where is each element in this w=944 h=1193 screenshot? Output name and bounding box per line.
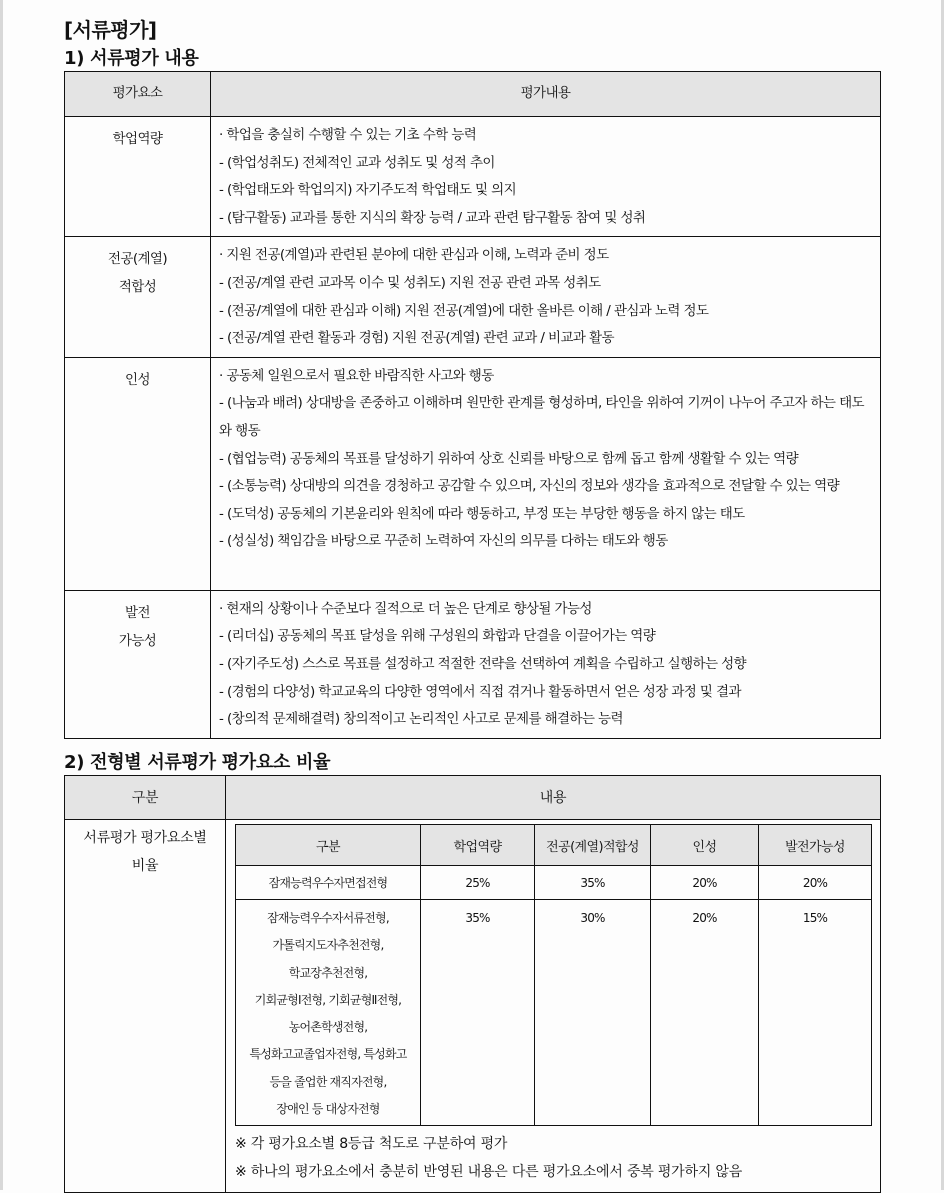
section-title-evaluation-content: 1) 서류평가 내용 — [64, 48, 199, 69]
table-row-character — [65, 357, 881, 590]
inner-header-academic: 학업역량 — [421, 825, 535, 866]
content-line: - (전공/계열 관련 교과목 이수 및 성취도) 지원 전공 관련 과목 성취도 — [219, 274, 601, 291]
ratio-label: 서류평가 평가요소별 — [83, 830, 207, 846]
table-header-row — [65, 72, 881, 117]
ratio-content-cell — [226, 820, 881, 1193]
pct-academic: 35% — [421, 900, 535, 1126]
inner-header-major-fit: 전공(계열)적합성 — [535, 825, 651, 866]
admission-type-line: 가톨릭지도자추천전형, — [272, 938, 384, 953]
admission-type-cell: 잠재능력우수자면접전형 — [236, 866, 421, 900]
pct-major-fit: 30% — [535, 900, 651, 1126]
header-category: 구분 — [65, 776, 226, 820]
inner-header-row — [236, 825, 872, 866]
pct-potential: 15% — [759, 900, 872, 1126]
inner-header-category: 구분 — [236, 825, 421, 866]
element-label: 적합성 — [118, 279, 157, 296]
admission-type-line: 등을 졸업한 재직자전형, — [269, 1074, 387, 1089]
element-cell — [65, 357, 211, 590]
content-line: · 공동체 일원으로서 필요한 바람직한 사고와 행동 — [219, 367, 494, 384]
admission-type-line: 기회균형Ⅰ전형, 기회균형Ⅱ전형, — [254, 992, 402, 1007]
ratio-label: 비율 — [131, 858, 159, 874]
pct-potential: 20% — [759, 866, 872, 900]
inner-row-document — [236, 900, 872, 1126]
element-label: 전공(계열) — [107, 251, 168, 268]
admission-type-line: 특성화고교졸업자전형, 특성화고 — [249, 1047, 407, 1062]
content-cell — [211, 357, 881, 590]
ratio-label-cell — [65, 820, 226, 1193]
inner-row-interview — [236, 866, 872, 900]
content-line: - (경험의 다양성) 학교교육의 다양한 영역에서 직접 겪거나 활동하면서 얻은 성장 과정 및 결과 — [219, 683, 741, 700]
page-frame-left — [0, 0, 3, 1190]
table-row-major-fit — [65, 237, 881, 357]
content-line: - (나눔과 배려) 상대방을 존중하고 이해하며 원만한 관계를 형성하며, 타인을 위하여 기꺼이 나누어 주고자 하는 태도와 행동 — [219, 395, 864, 439]
notes — [235, 1130, 871, 1186]
admission-type-cell — [236, 900, 421, 1126]
content-cell — [211, 237, 881, 357]
admission-type-line: 농어촌학생전형, — [288, 1020, 368, 1035]
pct-character: 20% — [651, 900, 759, 1126]
content-line: · 현재의 상황이나 수준보다 질적으로 더 높은 단계로 향상될 가능성 — [219, 600, 592, 617]
inner-header-potential: 발전가능성 — [759, 825, 872, 866]
pct-character: 20% — [651, 866, 759, 900]
header-content: 내용 — [226, 776, 881, 820]
content-line: - (리더십) 공동체의 목표 달성을 위해 구성원의 화합과 단결을 이끌어가는 역량 — [219, 628, 656, 645]
content-cell — [211, 117, 881, 237]
document-title: [서류평가] — [64, 18, 157, 42]
pct-academic: 25% — [421, 866, 535, 900]
element-cell — [65, 237, 211, 357]
content-line: - (학업태도와 학업의지) 자기주도적 학업태도 및 의지 — [219, 182, 517, 199]
element-label: 학업역량 — [112, 131, 163, 147]
element-cell — [65, 590, 211, 738]
content-line: - (학업성취도) 전체적인 교과 성취도 및 성적 추이 — [219, 154, 495, 171]
ratio-outer-table — [64, 775, 881, 1193]
evaluation-content-table — [64, 71, 881, 739]
table-header-row — [65, 776, 881, 820]
content-line: - (성실성) 책임감을 바탕으로 꾸준히 노력하여 자신의 의무를 다하는 태도와 행동 — [219, 533, 668, 550]
admission-type-line: 잠재능력우수자서류전형, — [267, 911, 389, 925]
admission-type-line: 장애인 등 대상자전형 — [276, 1102, 380, 1117]
content-line: - (전공/계열에 대한 관심과 이해) 지원 전공(계열)에 대한 올바른 이해 / 관심과 노력 정도 — [219, 302, 709, 319]
inner-header-character: 인성 — [651, 825, 759, 866]
ratio-inner-table — [235, 824, 872, 1126]
content-line: - (소통능력) 상대방의 의견을 경청하고 공감할 수 있으며, 자신의 정보와 생각을 효과적으로 전달할 수 있는 역량 — [219, 478, 840, 495]
element-label: 가능성 — [118, 632, 157, 649]
content-line: - (전공/계열 관련 활동과 경험) 지원 전공(계열) 관련 교과 / 비교과 활동 — [219, 330, 614, 347]
content-line: - (도덕성) 공동체의 기본윤리와 원칙에 따라 행동하고, 부정 또는 부당한 행동을 하지 않는 태도 — [219, 505, 745, 522]
section-title-ratio: 2) 전형별 서류평가 평가요소 비율 — [64, 752, 331, 773]
element-label: 인성 — [125, 371, 150, 388]
table-row-ratio — [65, 820, 881, 1193]
pct-major-fit: 35% — [535, 866, 651, 900]
content-line: - (협업능력) 공동체의 목표를 달성하기 위하여 상호 신뢰를 바탕으로 함께 돕고 함께 생활할 수 있는 역량 — [219, 450, 799, 467]
header-evaluation-content: 평가내용 — [211, 72, 881, 117]
content-line: · 지원 전공(계열)과 관련된 분야에 대한 관심과 이해, 노력과 준비 정도 — [219, 247, 609, 264]
header-evaluation-element: 평가요소 — [65, 72, 211, 117]
note-line: ※ 각 평가요소별 8등급 척도로 구분하여 평가 — [235, 1136, 508, 1153]
element-label: 발전 — [125, 604, 150, 621]
content-line: - (탐구활동) 교과를 통한 지식의 확장 능력 / 교과 관련 탐구활동 참여 및 성취 — [219, 209, 646, 226]
content-line: · 학업을 충실히 수행할 수 있는 기초 수학 능력 — [219, 127, 477, 143]
note-line: ※ 하나의 평가요소에서 충분히 반영된 내용은 다른 평가요소에서 중복 평가하지 않음 — [235, 1164, 743, 1181]
element-cell — [65, 117, 211, 237]
content-cell — [211, 590, 881, 738]
content-line: - (창의적 문제해결력) 창의적이고 논리적인 사고로 문제를 해결하는 능력 — [219, 711, 623, 728]
table-row-academic — [65, 117, 881, 237]
table-row-potential — [65, 590, 881, 738]
admission-type-line: 학교장추천전형, — [288, 965, 368, 980]
content-line: - (자기주도성) 스스로 목표를 설정하고 적절한 전략을 선택하여 계획을 수립하고 실행하는 성향 — [219, 655, 746, 672]
